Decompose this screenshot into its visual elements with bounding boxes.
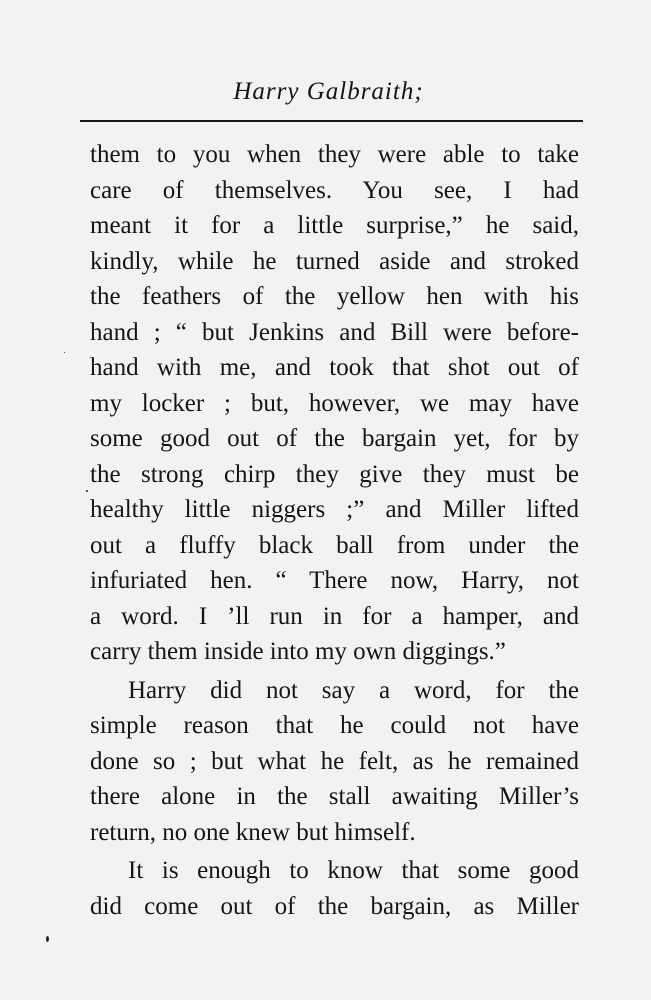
- text-line: healthy little niggers ;” and Miller lifted: [90, 496, 579, 523]
- paragraph-3: [90, 853, 579, 924]
- text-line: meant it for a little surprise,” he said,: [90, 212, 579, 239]
- text-line: hand with me, and took that shot out of: [90, 354, 579, 381]
- text-line: the feathers of the yellow hen with his: [90, 283, 579, 310]
- text-line: kindly, while he turned aside and stroked: [90, 247, 579, 275]
- body-text: [90, 137, 579, 924]
- text-line: out a fluffy black ball from under the: [90, 531, 579, 559]
- text-line: simple reason that he could not have: [90, 712, 579, 739]
- text-line: the strong chirp they give they must be: [90, 460, 579, 488]
- text-line: carry them inside into my own diggings.”: [90, 638, 506, 665]
- text-line: some good out of the bargain yet, for by: [90, 425, 579, 452]
- text-line: infuriated hen. “ There now, Harry, not: [90, 567, 579, 594]
- text-line: a word. I ’ll run in for a hamper, and: [90, 602, 579, 630]
- text-line: there alone in the stall awaiting Miller’s: [90, 783, 579, 810]
- text-line: It is enough to know that some good: [128, 857, 579, 884]
- text-line: return, no one knew but himself.: [90, 818, 416, 846]
- ink-speck: [64, 352, 65, 353]
- text-line: did come out of the bargain, as Miller: [90, 892, 579, 920]
- paragraph-1: [90, 137, 579, 670]
- running-head: Harry Galbraith;: [233, 78, 424, 105]
- text-line: my locker ; but, however, we may have: [90, 389, 579, 417]
- text-line: done so ; but what he felt, as he remained: [90, 747, 579, 775]
- paragraph-2: [90, 673, 579, 851]
- ink-speck: [46, 936, 49, 942]
- text-line: hand ; “ but Jenkins and Bill were before-: [90, 318, 579, 346]
- ink-speck: [86, 490, 88, 492]
- text-line: them to you when they were able to take: [90, 141, 579, 168]
- text-line: Harry did not say a word, for the: [128, 676, 579, 704]
- header-rule: [80, 120, 583, 122]
- text-line: care of themselves. You see, I had: [90, 176, 579, 204]
